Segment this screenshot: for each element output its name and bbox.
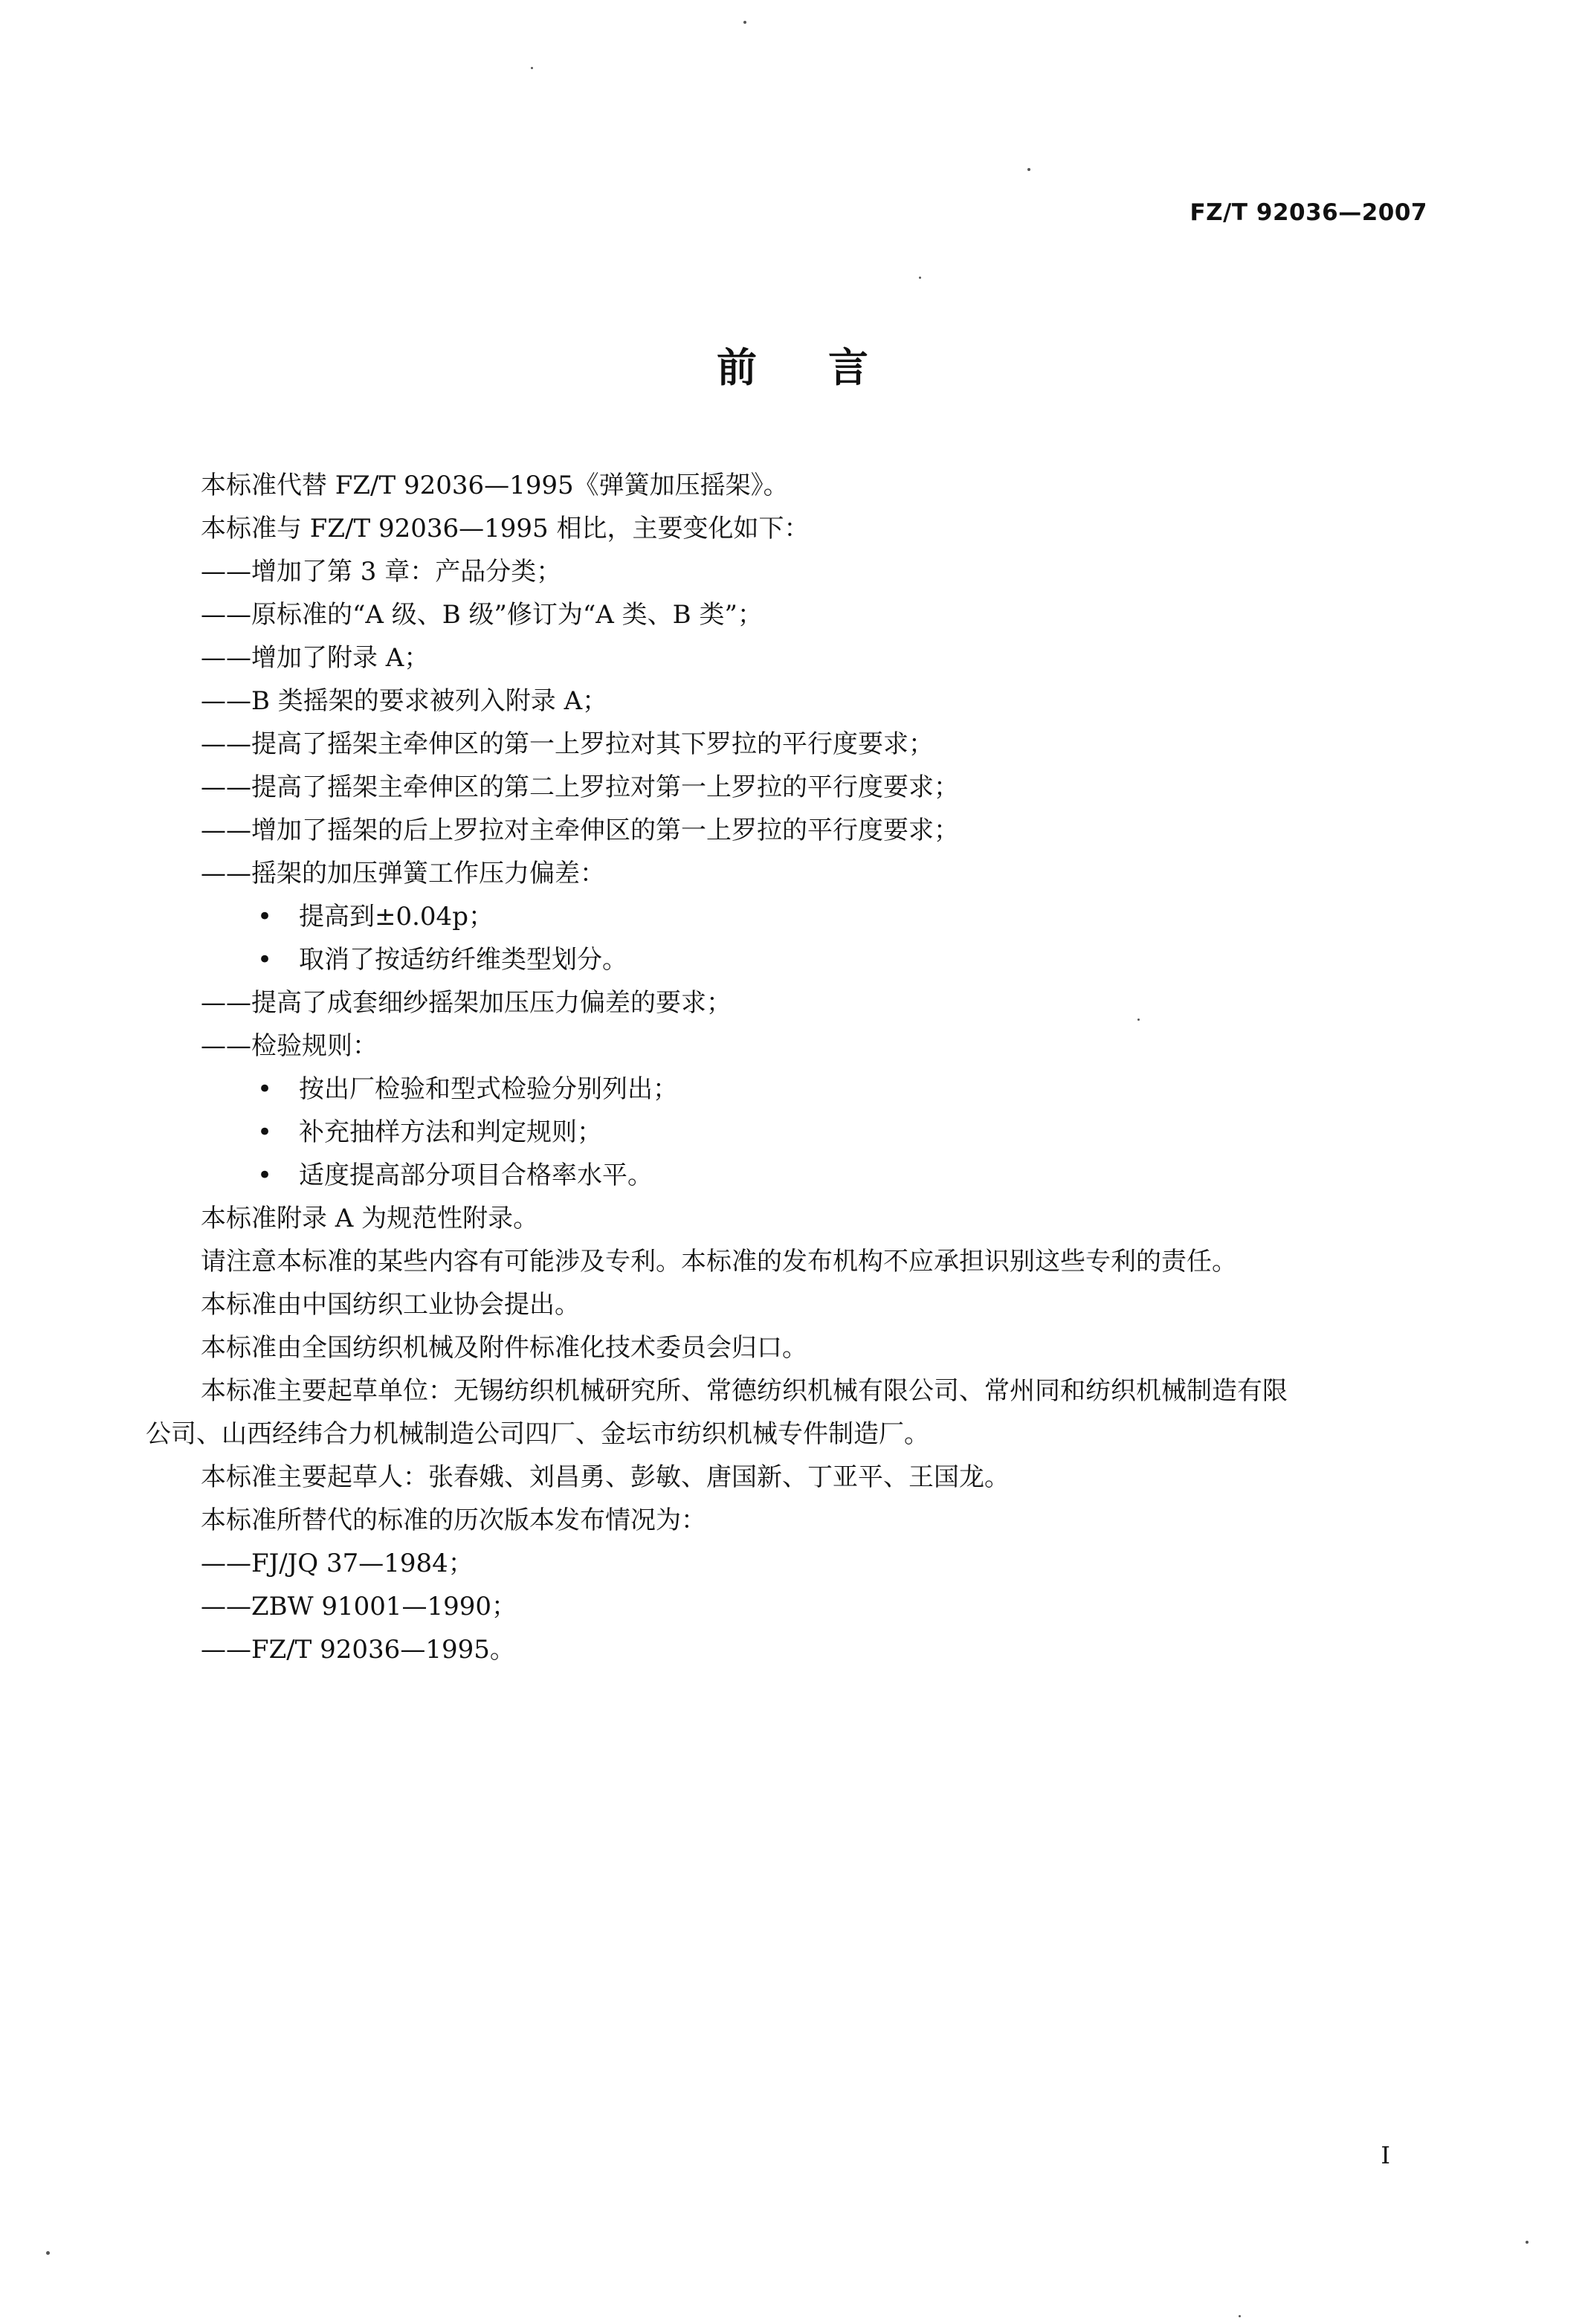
paragraph: 本标准所替代的标准的历次版本发布情况为： <box>201 1505 706 1535</box>
dash-list-item: ——摇架的加压弹簧工作压力偏差： <box>201 859 605 888</box>
bullet-item <box>146 938 1439 981</box>
standard-number: FZ/T 92036—2007 <box>1189 199 1427 226</box>
scan-speck <box>919 277 921 279</box>
dash-list-item: ——B 类摇架的要求被列入附录 A； <box>201 686 608 716</box>
bullet-icon: • <box>257 1074 273 1104</box>
bullet-icon: • <box>257 945 273 975</box>
scan-speck <box>46 2251 50 2255</box>
bullet-icon: • <box>257 1117 273 1147</box>
scan-speck <box>1526 2241 1528 2244</box>
dash-list-item: ——FJ/JQ 37—1984； <box>201 1549 474 1578</box>
dash-list-item: ——提高了成套细纱摇架加压压力偏差的要求； <box>201 988 732 1018</box>
bullet-text: 提高到±0.04p； <box>299 902 494 932</box>
dash-list-item: ——ZBW 91001—1990； <box>201 1592 517 1621</box>
dash-list-item: ——提高了摇架主牵伸区的第二上罗拉对第一上罗拉的平行度要求； <box>201 772 959 802</box>
scan-speck <box>743 21 746 24</box>
paragraph: 本标准代替 FZ/T 92036—1995《弹簧加压摇架》。 <box>201 471 789 500</box>
bullet-text: 补充抽样方法和判定规则； <box>299 1117 602 1147</box>
paragraph: 本标准主要起草人：张春娥、刘昌勇、彭敏、唐国新、丁亚平、王国龙。 <box>201 1462 1010 1492</box>
paragraph: 请注意本标准的某些内容有可能涉及专利。本标准的发布机构不应承担识别这些专利的责任。 <box>201 1247 1237 1276</box>
paragraph: 本标准附录 A 为规范性附录。 <box>201 1204 539 1233</box>
scan-speck <box>531 67 533 69</box>
paragraph-continuation: 公司、山西经纬合力机械制造公司四厂、金坛市纺织机械专件制造厂。 <box>146 1419 929 1449</box>
dash-list-item: ——FZ/T 92036—1995。 <box>201 1635 515 1665</box>
dash-list-item: ——提高了摇架主牵伸区的第一上罗拉对其下罗拉的平行度要求； <box>201 729 934 759</box>
dash-list-item: ——原标准的“A 级、B 级”修订为“A 类、B 类”； <box>201 600 763 630</box>
dash-list-item: ——检验规则： <box>201 1031 378 1061</box>
dash-list-item: ——增加了摇架的后上罗拉对主牵伸区的第一上罗拉的平行度要求； <box>201 816 959 845</box>
bullet-item <box>146 1154 1439 1197</box>
scan-speck <box>1239 2315 1241 2317</box>
paragraph: 本标准由中国纺织工业协会提出。 <box>201 1290 580 1320</box>
bullet-item <box>146 1068 1439 1111</box>
bullet-item <box>146 1111 1439 1154</box>
bullet-text: 按出厂检验和型式检验分别列出； <box>299 1074 678 1104</box>
page-title: 前言 <box>717 344 940 391</box>
paragraph: 本标准主要起草单位：无锡纺织机械研究所、常德纺织机械有限公司、常州同和纺织机械制造有限 <box>201 1376 1288 1406</box>
bullet-icon: • <box>257 1161 273 1190</box>
page-number: I <box>1381 2141 1390 2169</box>
dash-list-item: ——增加了附录 A； <box>201 643 430 673</box>
bullet-text: 适度提高部分项目合格率水平。 <box>299 1161 653 1190</box>
bullet-text: 取消了按适纺纤维类型划分。 <box>299 945 627 975</box>
paragraph: 本标准由全国纺织机械及附件标准化技术委员会归口。 <box>201 1333 807 1363</box>
preface-body <box>146 464 1439 1671</box>
scan-speck <box>1137 1019 1140 1021</box>
scan-speck <box>1027 168 1030 171</box>
bullet-item <box>146 895 1439 938</box>
dash-list-item: ——增加了第 3 章：产品分类； <box>201 557 562 587</box>
bullet-icon: • <box>257 902 273 932</box>
paragraph: 本标准与 FZ/T 92036—1995 相比，主要变化如下： <box>201 514 810 543</box>
